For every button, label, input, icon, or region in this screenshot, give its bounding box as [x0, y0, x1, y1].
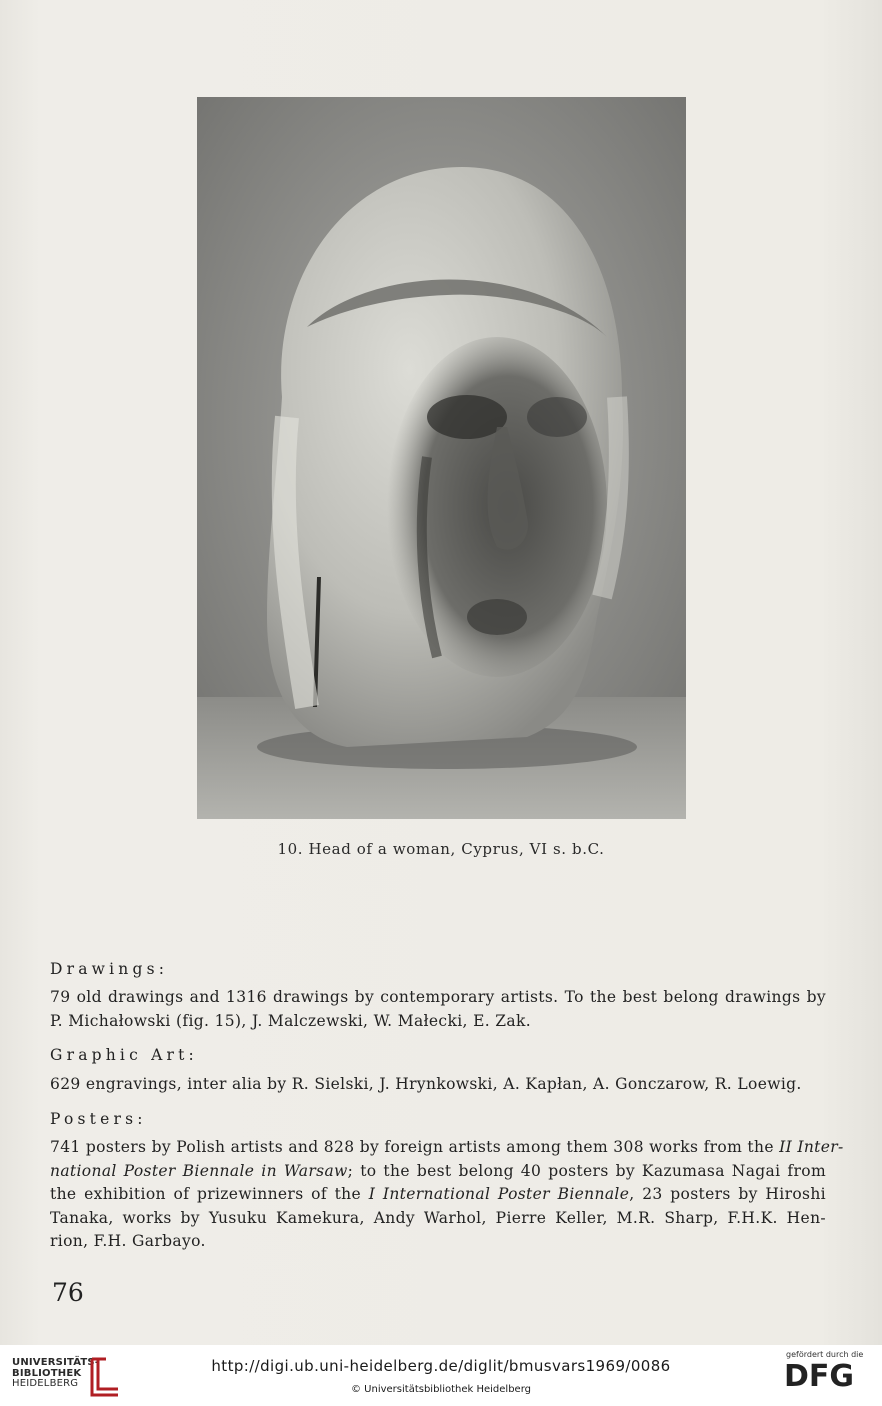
- head-of-woman-image: [197, 97, 686, 819]
- text-line: 741 posters by Polish artists and 828 by foreign artists among them 308 works from the II Inter-: [50, 1138, 844, 1156]
- footer-bar: [0, 1345, 882, 1406]
- sculpture-photo: [197, 97, 686, 819]
- section-body-drawings: [50, 986, 826, 1033]
- dfg-logo: DFG: [784, 1359, 855, 1394]
- text-line: 79 old drawings and 1316 drawings by contemporary artists. To the best belong drawings by: [50, 988, 826, 1006]
- text-line: 629 engravings, inter alia by R. Sielski, J. Hrynkowski, A. Kapłan, A. Gonczarow, R. Loewig.: [50, 1075, 802, 1093]
- section-body-posters: [50, 1136, 844, 1254]
- library-line: BIBLIOTHEK: [12, 1367, 82, 1379]
- text-line: P. Michałowski (fig. 15), J. Malczewski, W. Małecki, E. Zak.: [50, 1011, 532, 1030]
- text-line: Tanaka, works by Yusuku Kamekura, Andy Warhol, Pierre Keller, M.R. Sharp, F.H.K. Hen-: [50, 1208, 826, 1227]
- figure-caption: 10. Head of a woman, Cyprus, VI s. b.C.: [277, 840, 605, 858]
- source-url-link[interactable]: http://digi.ub.uni-heidelberg.de/diglit/bmusvars1969/0086: [211, 1357, 671, 1375]
- text-line: rion, F.H. Garbayo.: [50, 1232, 206, 1250]
- section-heading-posters: Posters:: [50, 1110, 147, 1128]
- section-body-graphic-art: [50, 1073, 826, 1097]
- copyright-text: © Universitätsbibliothek Heidelberg: [350, 1384, 531, 1395]
- library-line: HEIDELBERG: [12, 1378, 79, 1389]
- section-heading-drawings: Drawings:: [50, 960, 169, 978]
- funded-by-label: gefördert durch die: [786, 1350, 864, 1359]
- library-line: UNIVERSITÄTS-: [12, 1357, 100, 1368]
- section-heading-graphic-art: Graphic Art:: [50, 1046, 198, 1064]
- page-number: 76: [52, 1278, 84, 1307]
- text-line: the exhibition of prizewinners of the I International Poster Biennale, 23 posters by Hiroshi: [50, 1185, 826, 1203]
- text-line: national Poster Biennale in Warsaw; to the best belong 40 posters by Kazumasa Nagai from: [50, 1161, 826, 1180]
